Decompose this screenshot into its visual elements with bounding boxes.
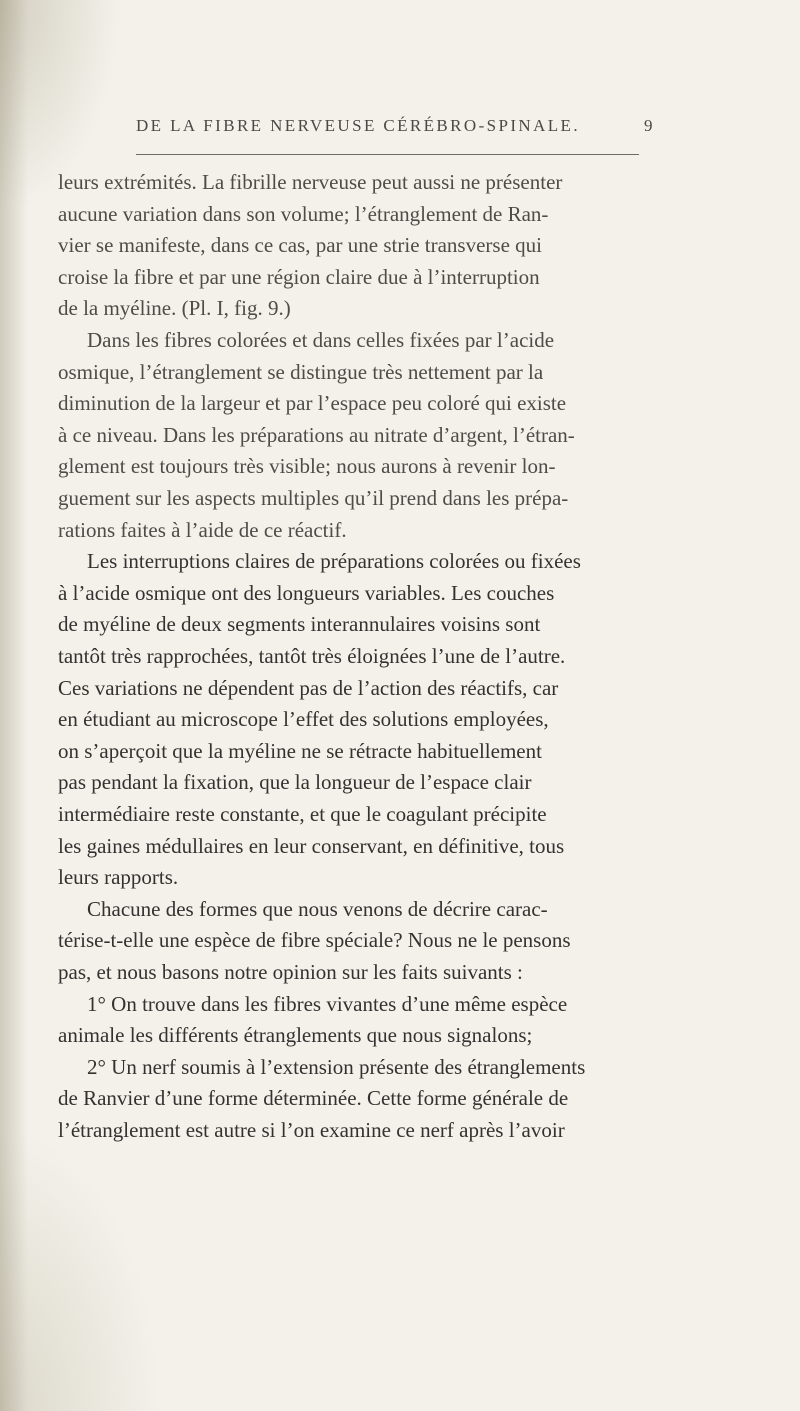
text-line: guement sur les aspects multiples qu’il prend dans les prépa- bbox=[58, 486, 569, 510]
text-line: de myéline de deux segments interannulaires voisins sont bbox=[58, 612, 541, 637]
text-line: intermédiaire reste constante, et que le coagulant précipite bbox=[58, 802, 547, 826]
text-line: aucune variation dans son volume; l’étranglement de Ran- bbox=[58, 201, 549, 226]
text-line: à ce niveau. Dans les préparations au nitrate d’argent, l’étran- bbox=[58, 422, 575, 447]
text-line: diminution de la largeur et par l’espace peu coloré qui existe bbox=[58, 391, 567, 416]
text-line: Les interruptions claires de préparations colorées ou fixées bbox=[87, 549, 581, 574]
text-line: Chacune des formes que nous venons de décrire carac- bbox=[87, 896, 548, 921]
text-line: osmique, l’étranglement se distingue très nettement par la bbox=[58, 359, 544, 384]
text-line: on s’aperçoit que la myéline ne se rétracte habituellement bbox=[58, 738, 542, 763]
text-line: Dans les fibres colorées et dans celles fixées par l’acide bbox=[87, 328, 555, 352]
page-edge-shadow bbox=[0, 0, 28, 1411]
text-line: vier se manifeste, dans ce cas, par une strie transverse qui bbox=[58, 233, 542, 258]
text-line: tantôt très rapprochées, tantôt très éloignées l’une de l’autre. bbox=[58, 644, 566, 668]
text-line: térise-t-elle une espèce de fibre spéciale? Nous ne le pensons bbox=[58, 928, 571, 953]
text-line: Ces variations ne dépendent pas de l’action des réactifs, car bbox=[58, 675, 559, 700]
text-line: animale les différents étranglements que nous signalons; bbox=[58, 1023, 533, 1048]
text-line: à l’acide osmique ont des longueurs variables. Les couches bbox=[58, 580, 555, 605]
text-line: pas, et nous basons notre opinion sur les faits suivants : bbox=[58, 960, 523, 984]
text-line: en étudiant au microscope l’effet des solutions employées, bbox=[58, 707, 549, 732]
text-line: rations faites à l’aide de ce réactif. bbox=[58, 517, 347, 542]
running-head bbox=[0, 116, 800, 140]
text-line: de Ranvier d’une forme déterminée. Cette forme générale de bbox=[58, 1086, 569, 1111]
text-line: de la myéline. (Pl. I, fig. 9.) bbox=[58, 296, 291, 321]
text-line: l’étranglement est autre si l’on examine ce nerf après l’avoir bbox=[58, 1118, 565, 1142]
text-line: pas pendant la fixation, que la longueur de l’espace clair bbox=[58, 770, 532, 795]
header-rule bbox=[136, 154, 639, 155]
text-line: leurs rapports. bbox=[58, 865, 179, 890]
page-number: 9 bbox=[644, 116, 653, 135]
text-line: croise la fibre et par une région claire due à l’interruption bbox=[58, 264, 540, 289]
text-line: 2° Un nerf soumis à l’extension présente des étranglements bbox=[87, 1054, 586, 1079]
text-line: leurs extrémités. La fibrille nerveuse peut aussi ne présenter bbox=[58, 170, 563, 194]
text-line: 1° On trouve dans les fibres vivantes d’une même espèce bbox=[87, 991, 568, 1016]
running-title: DE LA FIBRE NERVEUSE CÉRÉBRO-SPINALE. bbox=[136, 116, 580, 135]
text-line: glement est toujours très visible; nous aurons à revenir lon- bbox=[58, 454, 556, 479]
text-line: les gaines médullaires en leur conservant, en définitive, tous bbox=[58, 833, 565, 858]
